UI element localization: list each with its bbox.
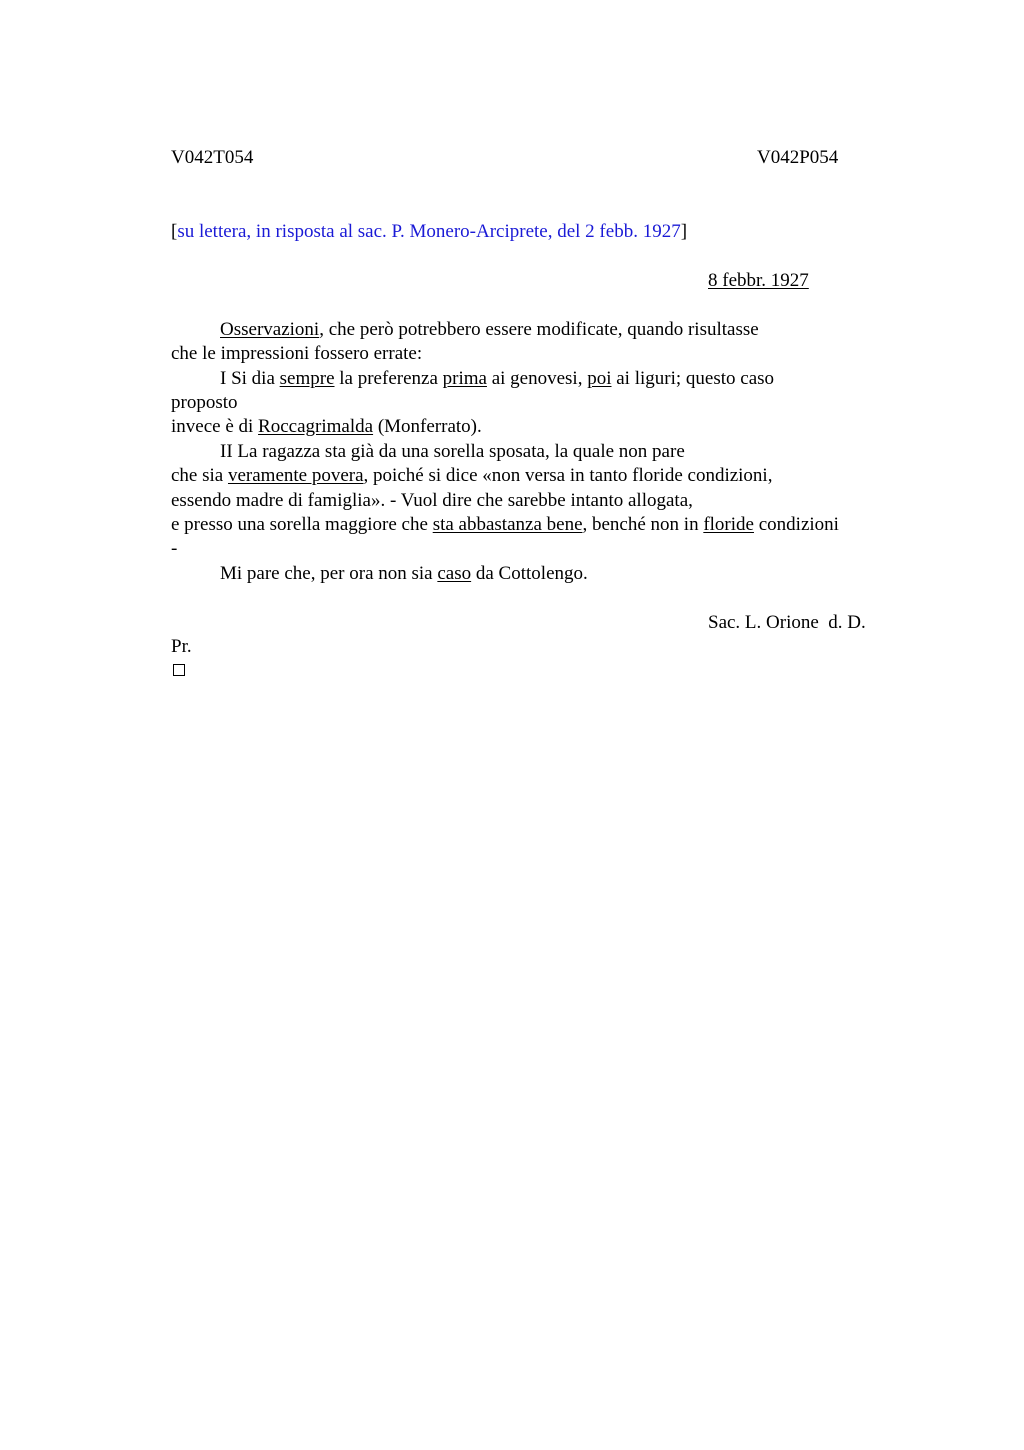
underlined-word: sempre — [279, 368, 335, 389]
body-text: condizioni — [753, 514, 839, 535]
body-line-5 — [171, 415, 482, 439]
underlined-word: poi — [587, 368, 612, 389]
body-line-3 — [220, 367, 774, 391]
document-code-left: V042T054 — [171, 147, 254, 168]
body-text: ai genovesi, — [486, 368, 588, 389]
body-text: (Monferrato). — [373, 416, 482, 437]
underlined-word: prima — [442, 368, 487, 389]
editorial-note-close-bracket: ] — [680, 221, 688, 242]
underlined-word: caso — [437, 563, 472, 584]
body-line-9 — [171, 513, 839, 537]
letter-date: 8 febbr. 1927 — [708, 270, 809, 291]
underlined-word: Roccagrimalda — [258, 416, 374, 437]
underlined-word: veramente povera — [227, 465, 364, 486]
empty-square-icon — [173, 664, 185, 676]
body-line-10: - — [171, 538, 178, 559]
body-text: invece è di — [171, 416, 259, 437]
body-line-4: proposto — [171, 392, 238, 413]
underlined-word: sta abbastanza bene — [432, 514, 583, 535]
body-text: , poiché si dice «non versa in tanto floride condizioni, — [363, 465, 773, 486]
body-text: Mi pare che, per ora non sia — [220, 563, 438, 584]
editorial-note — [171, 220, 687, 244]
body-text: , benché non in — [582, 514, 704, 535]
underlined-word: floride — [703, 514, 754, 535]
body-line-1 — [220, 318, 759, 342]
editorial-note-text: su lettera, in risposta al sac. P. Monero-Arciprete, del 2 febb. 1927 — [177, 221, 681, 242]
body-text: , che però potrebbero essere modificate, quando risultasse — [319, 319, 759, 340]
body-line-2: che le impressioni fossero errate: — [171, 343, 423, 364]
underlined-word: Osservazioni — [220, 319, 320, 340]
body-text: ai liguri; questo caso — [611, 368, 775, 389]
body-line-7 — [171, 464, 772, 488]
signature: Sac. L. Orione d. D. — [708, 612, 866, 633]
body-text: che sia — [171, 465, 228, 486]
footer-pr: Pr. — [171, 636, 192, 657]
body-line-8: essendo madre di famiglia». - Vuol dire che sarebbe intanto allogata, — [171, 490, 693, 511]
body-text: la preferenza — [334, 368, 443, 389]
body-text: da Cottolengo. — [471, 563, 588, 584]
document-code-right: V042P054 — [757, 147, 839, 168]
body-text: e presso una sorella maggiore che — [171, 514, 433, 535]
body-line-11 — [220, 562, 588, 586]
editorial-note-open-bracket: [ — [171, 221, 178, 242]
body-line-6: II La ragazza sta già da una sorella sposata, la quale non pare — [220, 441, 685, 462]
body-text: I Si dia — [220, 368, 280, 389]
